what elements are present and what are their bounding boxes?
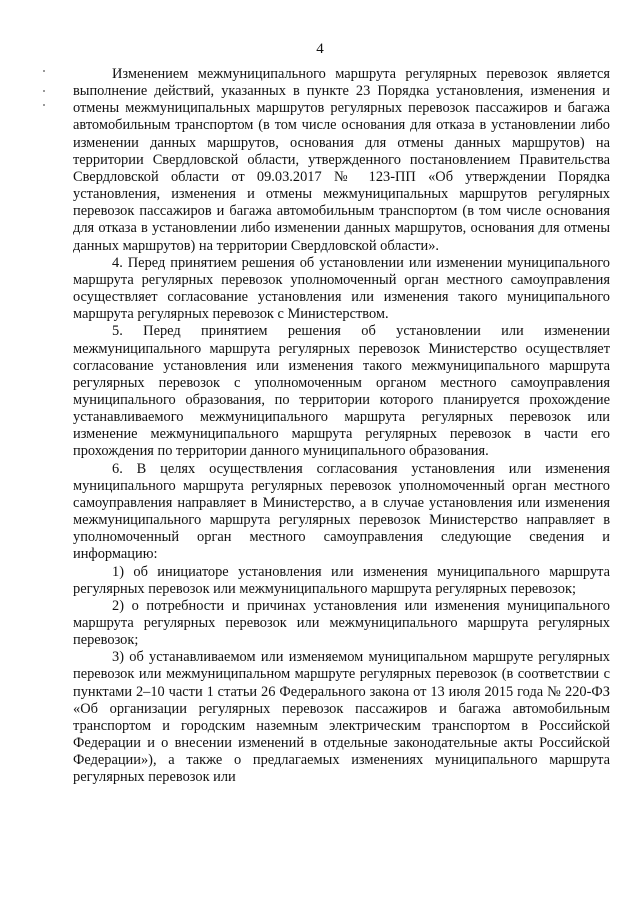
paragraph-route-change-definition: Изменением межмуниципального маршрута регулярных перевозок является выполнение действий, указанных в пункте 23 Порядка установления, изменения и отмены межмуниципальных маршрутов регулярных перевозок пассажиров и багажа автомобильным транспортом (в том числе основания для отказа в установлении либо изменении данных маршрутов, основания для отмены данных маршрутов) на территории Свердловской области, утвержденного постановлением Правительства Свердловской области от 09.03.2017 № 123-ПП «Об утверждении Порядка установления, изменения и отмены межмуниципальных маршрутов регулярных перевозок пассажиров и багажа автомобильным транспортом (в том числе основания для отказа в установлении либо изменении данных маршрутов, основания для отмены данных маршрутов) на территории Свердловской области». (73, 66, 610, 254)
margin-dot (43, 90, 45, 92)
list-item-2: 2) о потребности и причинах установления или изменения муниципального маршрута регулярных перевозок или межмуниципального маршрута регулярных перевозок; (73, 597, 610, 649)
paragraph-item-4: 4. Перед принятием решения об установлении или изменении муниципального маршрута регулярных перевозок уполномоченный орган местного самоуправления осуществляет согласование установления или изменения такого муниципального маршрута регулярных перевозок с Министерством. (73, 254, 610, 323)
list-item-1: 1) об инициаторе установления или изменения муниципального маршрута регулярных перевозок или межмуниципального маршрута регулярных перевозок; (73, 563, 610, 597)
document-body (73, 66, 610, 787)
margin-dot (43, 104, 45, 106)
paragraph-item-6: 6. В целях осуществления согласования установления или изменения муниципального маршрута регулярных перевозок уполномоченный орган местного самоуправления направляет в Министерство, а в случае установления или изменения межмуниципального маршрута регулярных перевозок Министерство направляет в уполномоченный орган местного самоуправления следующие сведения и информацию: (73, 460, 610, 563)
list-item-3: 3) об устанавливаемом или изменяемом муниципальном маршруте регулярных перевозок или межмуниципальном маршруте регулярных перевозок (в соответствии с пунктами 2–10 части 1 статьи 26 Федерального закона от 13 июля 2015 года № 220-ФЗ «Об организации регулярных перевозок пассажиров и багажа автомобильным транспортом и городским наземным электрическим транспортом в Российской Федерации и о внесении изменений в отдельные законодательные акты Российской Федерации»), а также о предлагаемых изменениях муниципального маршрута регулярных перевозок или (73, 649, 610, 786)
margin-dot (43, 70, 45, 72)
paragraph-item-5: 5. Перед принятием решения об установлении или изменении межмуниципального маршрута регулярных перевозок Министерство осуществляет согласование установления или изменения такого межмуниципального маршрута регулярных перевозок с уполномоченным органом местного самоуправления муниципального образования, по территории которого планируется прохождение устанавливаемого межмуниципального маршрута регулярных перевозок или изменение межмуниципального маршрута регулярных перевозок в части его прохождения по территории данного муниципального образования. (73, 323, 610, 460)
page-number: 4 (316, 41, 324, 57)
margin-marks (43, 70, 47, 130)
